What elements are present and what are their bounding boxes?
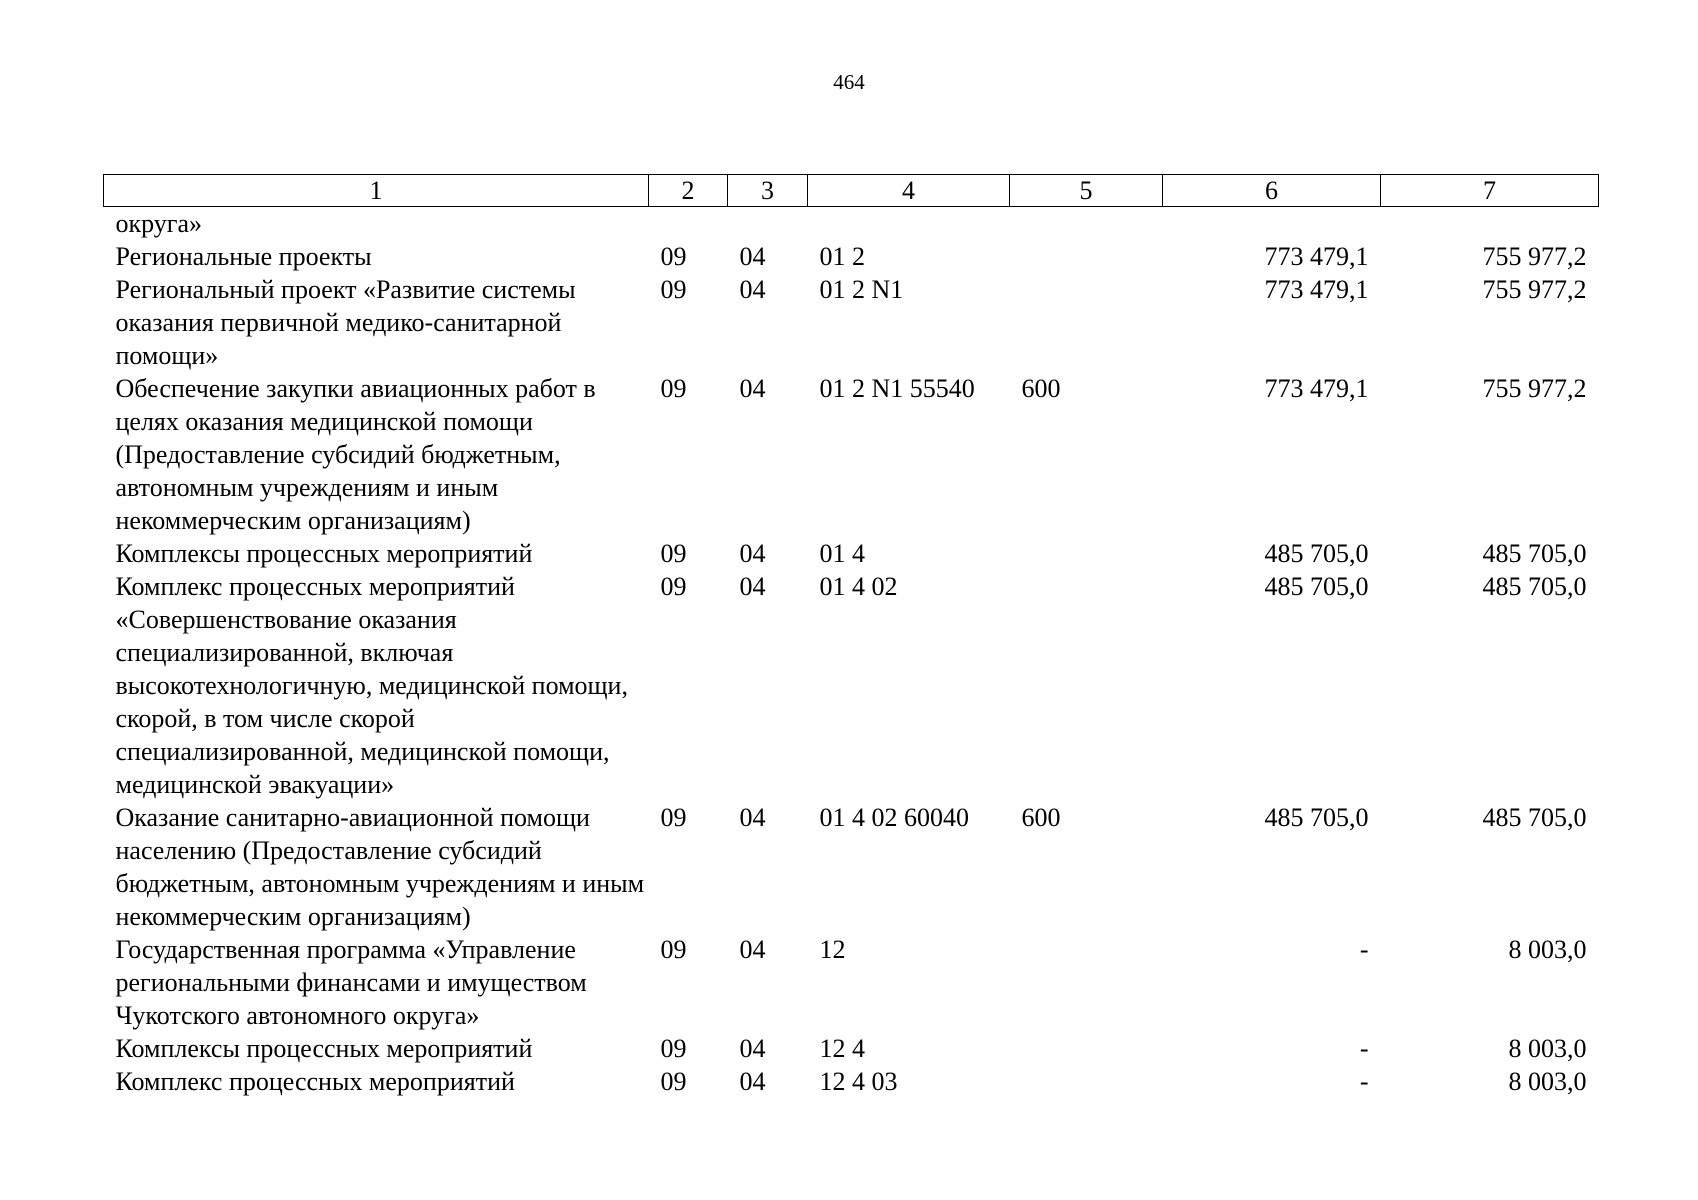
target-article-cell: 12 4 — [819, 1034, 865, 1063]
subsection-cell: 04 — [739, 374, 766, 403]
subsection-cell: 04 — [739, 242, 766, 271]
subsection-cell: 04 — [739, 1067, 766, 1096]
amount-year2-cell: 485 705,0 — [1482, 539, 1587, 568]
expense-type-cell: 600 — [1021, 374, 1061, 403]
amount-year1-cell: - — [1359, 1067, 1369, 1096]
amount-year2-cell: 8 003,0 — [1508, 1034, 1587, 1063]
subsection-cell: 04 — [739, 572, 766, 601]
target-article-cell — [808, 207, 1010, 241]
amount-year2-cell: 755 977,2 — [1482, 275, 1587, 304]
target-article-cell: 01 4 02 60040 — [819, 803, 969, 832]
amount-year1-cell: 773 479,1 — [1264, 374, 1369, 403]
row-name-cell: Комплекс процессных мероприятий — [115, 1067, 515, 1096]
row-name-cell: Комплекс процессных мероприятий «Совершенствование оказания специализированной, включая высокотехнологичную, медицинской помощи, скорой, в том числе скорой специализированной, медицинской помощи, медицинской эвакуации» — [115, 572, 628, 799]
row-name-cell: Государственная программа «Управление региональными финансами и имуществом Чукотского автономного округа» — [115, 935, 587, 1030]
table-row — [104, 372, 1599, 537]
table-row — [104, 1032, 1599, 1065]
section-cell — [649, 207, 728, 241]
amount-year2-cell: 755 977,2 — [1482, 242, 1587, 271]
amount-year1-cell: 485 705,0 — [1264, 803, 1369, 832]
table-row — [104, 537, 1599, 570]
amount-year2-cell: 8 003,0 — [1508, 935, 1587, 964]
section-cell: 09 — [660, 1034, 687, 1063]
target-article-cell: 12 4 03 — [819, 1067, 898, 1096]
amount-year1-cell: 773 479,1 — [1264, 242, 1369, 271]
expense-type-cell — [1010, 240, 1163, 273]
subsection-cell — [728, 207, 808, 241]
header-col-5: 5 — [1010, 175, 1163, 207]
table-row — [104, 801, 1599, 933]
table-row — [104, 207, 1599, 241]
section-cell: 09 — [660, 242, 687, 271]
amount-year1-cell — [1163, 207, 1381, 241]
section-cell: 09 — [660, 572, 687, 601]
target-article-cell: 01 4 — [819, 539, 865, 568]
section-cell: 09 — [660, 275, 687, 304]
amount-year2-cell — [1381, 207, 1599, 241]
header-col-3: 3 — [728, 175, 808, 207]
budget-table — [103, 174, 1599, 1098]
target-article-cell: 01 2 N1 55540 — [819, 374, 975, 403]
expense-type-cell: 600 — [1021, 803, 1061, 832]
expense-type-cell — [1010, 537, 1163, 570]
section-cell: 09 — [660, 803, 687, 832]
subsection-cell: 04 — [739, 539, 766, 568]
target-article-cell: 01 4 02 — [819, 572, 898, 601]
subsection-cell: 04 — [739, 935, 766, 964]
expense-type-cell — [1010, 933, 1163, 1032]
expense-type-cell — [1010, 570, 1163, 801]
amount-year2-cell: 8 003,0 — [1508, 1067, 1587, 1096]
table-row — [104, 240, 1599, 273]
header-col-7: 7 — [1381, 175, 1599, 207]
page-number: 464 — [833, 70, 865, 94]
row-name-cell: Оказание санитарно-авиационной помощи населению (Предоставление субсидий бюджетным, автономным учреждениям и иным некоммерческим организациям) — [115, 803, 645, 931]
table-row — [104, 933, 1599, 1032]
amount-year1-cell: - — [1359, 935, 1369, 964]
section-cell: 09 — [660, 1067, 687, 1096]
amount-year1-cell: - — [1359, 1034, 1369, 1063]
subsection-cell: 04 — [739, 803, 766, 832]
row-name-cell: Комплексы процессных мероприятий — [115, 1034, 533, 1063]
header-col-4: 4 — [808, 175, 1010, 207]
amount-year1-cell: 773 479,1 — [1264, 275, 1369, 304]
table-row — [104, 1065, 1599, 1098]
row-name-cell: округа» — [115, 209, 202, 238]
table-row — [104, 273, 1599, 372]
subsection-cell: 04 — [739, 1034, 766, 1063]
amount-year2-cell: 485 705,0 — [1482, 803, 1587, 832]
table-body — [104, 207, 1599, 1099]
target-article-cell: 01 2 — [819, 242, 865, 271]
amount-year2-cell: 755 977,2 — [1482, 374, 1587, 403]
row-name-cell: Региональный проект «Развитие системы оказания первичной медико-санитарной помощи» — [115, 275, 576, 370]
section-cell: 09 — [660, 935, 687, 964]
amount-year1-cell: 485 705,0 — [1264, 572, 1369, 601]
target-article-cell: 12 — [819, 935, 846, 964]
header-col-2: 2 — [649, 175, 728, 207]
section-cell: 09 — [660, 539, 687, 568]
row-name-cell: Комплексы процессных мероприятий — [115, 539, 533, 568]
table-row — [104, 570, 1599, 801]
expense-type-cell — [1010, 273, 1163, 372]
expense-type-cell — [1010, 1032, 1163, 1065]
header-row — [104, 175, 1599, 207]
amount-year1-cell: 485 705,0 — [1264, 539, 1369, 568]
expense-type-cell — [1010, 207, 1163, 241]
header-col-6: 6 — [1163, 175, 1381, 207]
amount-year2-cell: 485 705,0 — [1482, 572, 1587, 601]
target-article-cell: 01 2 N1 — [819, 275, 904, 304]
header-col-1: 1 — [104, 175, 649, 207]
expense-type-cell — [1010, 1065, 1163, 1098]
row-name-cell: Обеспечение закупки авиационных работ в целях оказания медицинской помощи (Предоставление субсидий бюджетным, автономным учреждениям и иным некоммерческим организациям) — [115, 374, 596, 535]
section-cell: 09 — [660, 374, 687, 403]
subsection-cell: 04 — [739, 275, 766, 304]
row-name-cell: Региональные проекты — [115, 242, 372, 271]
